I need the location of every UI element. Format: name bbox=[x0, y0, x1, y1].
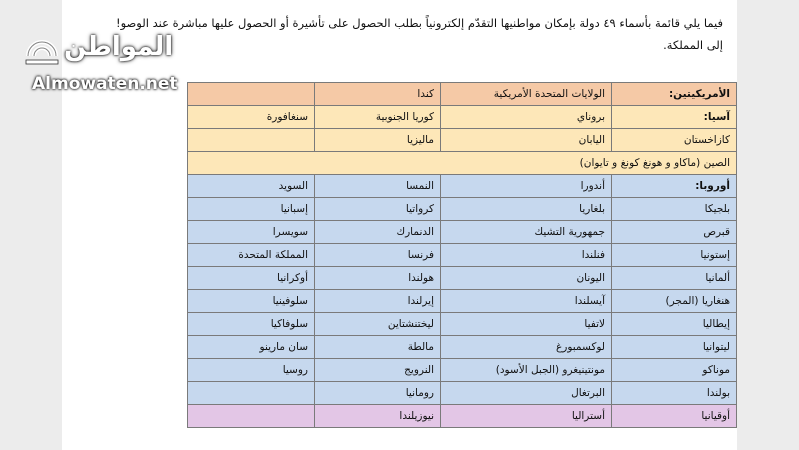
table-cell: أوكرانيا bbox=[188, 267, 315, 290]
table-row bbox=[188, 405, 737, 428]
region-label-asia: آسيا: bbox=[612, 106, 737, 129]
countries-table bbox=[187, 82, 737, 428]
table-cell: النمسا bbox=[315, 175, 441, 198]
table-cell: كرواتيا bbox=[315, 198, 441, 221]
table-cell bbox=[188, 129, 315, 152]
table-cell: سلوفينيا bbox=[188, 290, 315, 313]
table-cell: فرنسا bbox=[315, 244, 441, 267]
table-row bbox=[188, 313, 737, 336]
table-cell: قبرص bbox=[612, 221, 737, 244]
table-cell: مونتينيغرو (الجبل الأسود) bbox=[441, 359, 612, 382]
table-row bbox=[188, 198, 737, 221]
table-cell: لاتفيا bbox=[441, 313, 612, 336]
table-row bbox=[188, 290, 737, 313]
table-cell: جمهورية التشيك bbox=[441, 221, 612, 244]
table-cell: النرويج bbox=[315, 359, 441, 382]
almowaten-wordmark: المواطن bbox=[64, 32, 174, 62]
table-cell: إسبانيا bbox=[188, 198, 315, 221]
table-row bbox=[188, 175, 737, 198]
table-row bbox=[188, 129, 737, 152]
table-cell: بروناي bbox=[441, 106, 612, 129]
table-cell: كوريا الجنوبية bbox=[315, 106, 441, 129]
region-label-europe: أوروبا: bbox=[612, 175, 737, 198]
table-cell bbox=[188, 405, 315, 428]
table-cell: فنلندا bbox=[441, 244, 612, 267]
table-cell: نيوزيلندا bbox=[315, 405, 441, 428]
intro-line-1: فيما يلي قائمة بأسماء ٤٩ دولة بإمكان مواطنيها التقدّم إلكترونياً بطلب الحصول على تأشيرة أو الحصول عليها مباشرة عند الوصو! bbox=[115, 16, 723, 30]
region-label-americas: الأمريكيتين: bbox=[612, 83, 737, 106]
table-row bbox=[188, 244, 737, 267]
table-cell: إيطاليا bbox=[612, 313, 737, 336]
table-cell: أندورا bbox=[441, 175, 612, 198]
table-row bbox=[188, 83, 737, 106]
table-cell: ليتوانيا bbox=[612, 336, 737, 359]
intro-line-2: إلى المملكة. bbox=[663, 38, 723, 52]
table-cell: اليونان bbox=[441, 267, 612, 290]
table-cell: مالطة bbox=[315, 336, 441, 359]
table-cell: السويد bbox=[188, 175, 315, 198]
table-cell: سان مارينو bbox=[188, 336, 315, 359]
table-cell: أستراليا bbox=[441, 405, 612, 428]
table-row bbox=[188, 336, 737, 359]
table-cell: ماليزيا bbox=[315, 129, 441, 152]
table-cell: ألمانيا bbox=[612, 267, 737, 290]
table-cell: بلغاريا bbox=[441, 198, 612, 221]
table-cell: موناكو bbox=[612, 359, 737, 382]
table-cell: اليابان bbox=[441, 129, 612, 152]
table-cell: كازاخستان bbox=[612, 129, 737, 152]
table-cell bbox=[188, 382, 315, 405]
almowaten-logo-icon bbox=[22, 30, 62, 70]
table-cell: البرتغال bbox=[441, 382, 612, 405]
almowaten-url: Almowaten.net bbox=[32, 74, 178, 94]
table-cell: إستونيا bbox=[612, 244, 737, 267]
table-cell: ليختنشتاين bbox=[315, 313, 441, 336]
table-cell: لوكسمبورغ bbox=[441, 336, 612, 359]
table-cell: سنغافورة bbox=[188, 106, 315, 129]
almowaten-watermark bbox=[14, 26, 184, 96]
table-cell: بلجيكا bbox=[612, 198, 737, 221]
table-cell-wide: الصين (ماكاو و هونغ كونغ و تايوان) bbox=[188, 152, 737, 175]
table-cell: هولندا bbox=[315, 267, 441, 290]
table-cell: سلوفاكيا bbox=[188, 313, 315, 336]
table-cell: الولايات المتحدة الأمريكية bbox=[441, 83, 612, 106]
table-cell: الدنمارك bbox=[315, 221, 441, 244]
table-row bbox=[188, 106, 737, 129]
table-cell: هنغاريا (المجر) bbox=[612, 290, 737, 313]
table-cell: إيرلندا bbox=[315, 290, 441, 313]
table-row bbox=[188, 382, 737, 405]
region-label-oceania: أوقيانيا bbox=[612, 405, 737, 428]
table-cell: المملكة المتحدة bbox=[188, 244, 315, 267]
table-row bbox=[188, 152, 737, 175]
table-row bbox=[188, 267, 737, 290]
table-cell: روسيا bbox=[188, 359, 315, 382]
table-row bbox=[188, 221, 737, 244]
table-cell bbox=[188, 83, 315, 106]
table-cell: رومانيا bbox=[315, 382, 441, 405]
table-row bbox=[188, 359, 737, 382]
table-cell: كندا bbox=[315, 83, 441, 106]
table-cell: آيسلندا bbox=[441, 290, 612, 313]
table-cell: بولندا bbox=[612, 382, 737, 405]
table-cell: سويسرا bbox=[188, 221, 315, 244]
